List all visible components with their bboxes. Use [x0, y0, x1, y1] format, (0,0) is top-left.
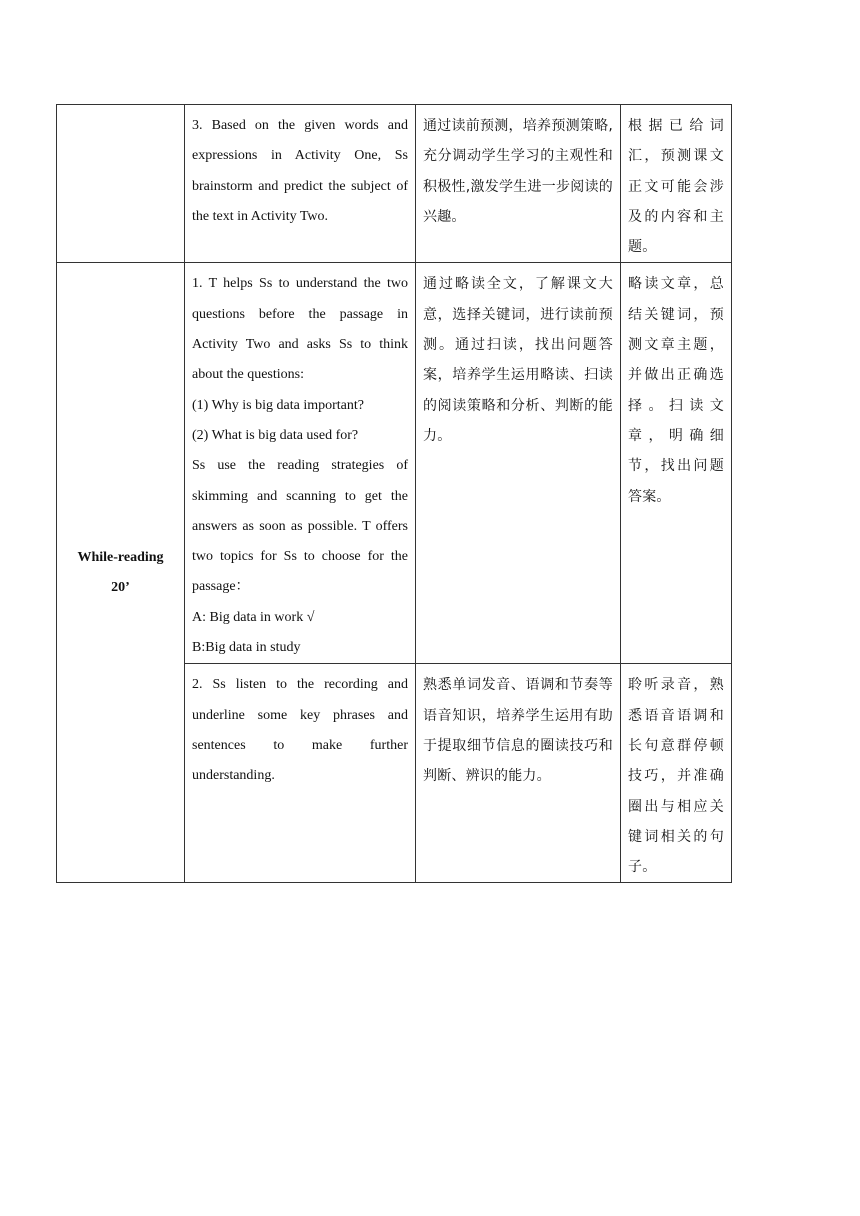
activity-text: 3. Based on the given words and expressions in Activity One, Ss brainstorm and predict the subject of the text in Activity Two. [192, 118, 408, 224]
stage-cell-empty [57, 105, 185, 263]
note-cell: 聆听录音，熟悉语音语调和长句意群停顿技巧，并准确圈出与相应关键词相关的句子。 [621, 664, 732, 883]
question-1: (1) Why is big data important? [192, 397, 364, 413]
topic-option-b: B:Big data in study [192, 640, 301, 656]
table-row [57, 105, 732, 263]
activity-text: Ss use the reading strategies of skimming and scanning to get the answers as soon as possible. T offers two topics for Ss to choose for the passage： [192, 458, 408, 595]
stage-cell [57, 263, 185, 883]
note-cell: 根据已给词汇，预测课文正文可能会涉及的内容和主题。 [621, 105, 732, 263]
purpose-cell: 通过略读全文，了解课文大意，选择关键词，进行读前预测。通过扫读，找出问题答案，培养学生运用略读、扫读的阅读策略和分析、判断的能力。 [416, 263, 621, 664]
lesson-plan-table [56, 104, 732, 883]
activity-text: 1. T helps Ss to understand the two questions before the passage in Activity Two and asks Ss to think about the questions: [192, 276, 408, 383]
activity-cell [185, 263, 416, 664]
activity-cell [185, 664, 416, 883]
purpose-cell: 熟悉单词发音、语调和节奏等语音知识，培养学生运用有助于提取细节信息的圈读技巧和判断、辨识的能力。 [416, 664, 621, 883]
stage-time: 20’ [111, 579, 130, 595]
table-row [57, 263, 732, 664]
question-2: (2) What is big data used for? [192, 427, 359, 443]
activity-text: 2. Ss listen to the recording and underline some key phrases and sentences to make further understanding. [192, 677, 408, 784]
purpose-cell: 通过读前预测，培养预测策略,充分调动学生学习的主观性和积极性,激发学生进一步阅读的兴趣。 [416, 105, 621, 263]
activity-cell [185, 105, 416, 263]
stage-label: While-reading [77, 549, 164, 565]
note-cell: 略读文章，总结关键词，预测文章主题，并做出正确选择。扫读文章，明确细节，找出问题答案。 [621, 263, 732, 664]
topic-option-a: A: Big data in work √ [192, 609, 315, 625]
